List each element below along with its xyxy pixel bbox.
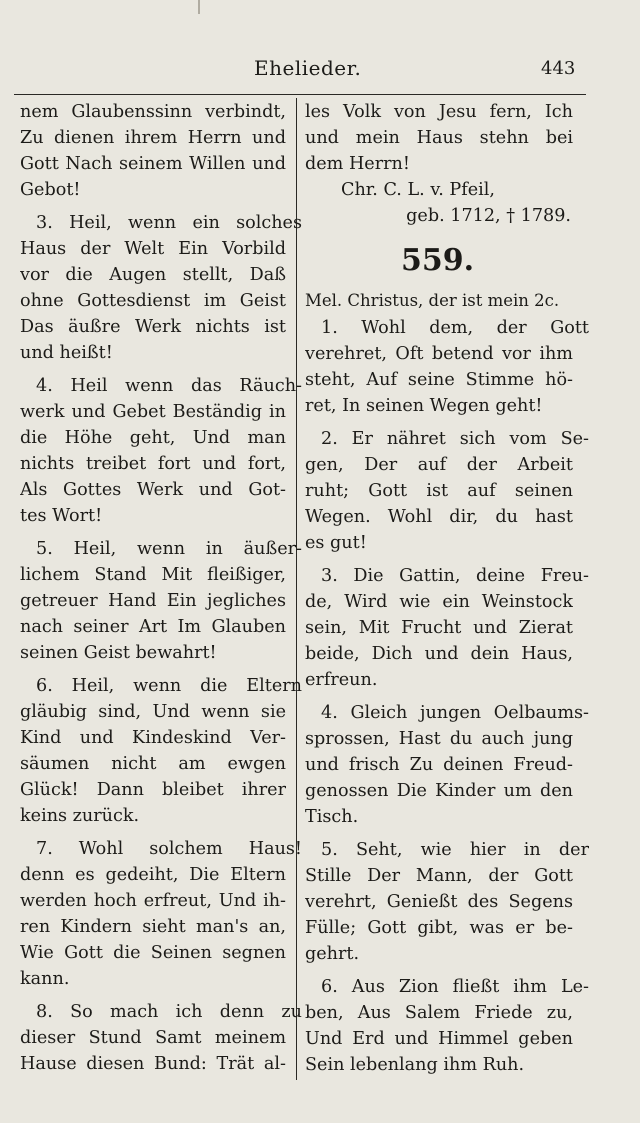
text-line: gehrt. [305,944,360,964]
page-number: 443 [541,58,576,79]
verse-gap [305,556,573,563]
text-line: denn es gedeiht, Die Eltern [20,865,286,885]
text-line: 4. Gleich jungen Oelbaums- [321,703,589,723]
text-line: keins zurück. [20,806,140,826]
text-line: Gebot! [20,180,81,200]
text-line: Fülle; Gott gibt, was er be- [305,918,573,938]
text-line: nem Glaubenssinn verbindt, [20,102,286,122]
text-line: 8. So mach ich denn zu [36,1002,302,1022]
text-line: 6. Aus Zion fließt ihm Le- [321,977,589,997]
author-name: Chr. C. L. v. Pfeil, [341,180,495,200]
text-line: Kind und Kindeskind Ver- [20,728,286,748]
verse-gap [305,967,573,974]
text-line: lichem Stand Mit fleißiger, [20,565,286,585]
text-line: sprossen, Hast du auch jung [305,729,573,749]
text-line: 5. Heil, wenn in äußer- [36,539,302,559]
text-line: getreuer Hand Ein jegliches [20,591,286,611]
text-line: Wegen. Wohl dir, du hast [305,507,573,527]
text-line: die Höhe geht, Und man [20,428,286,448]
verse-gap [20,992,286,999]
text-line: Und Erd und Himmel geben [305,1029,573,1049]
verse-gap [20,366,286,373]
text-line: ren Kindern sieht man's an, [20,917,286,937]
text-line: ruht; Gott ist auf seinen [305,481,573,501]
text-line: beide, Dich und dein Haus, [305,644,573,664]
text-line: 7. Wohl solchem Haus! [36,839,302,859]
text-line: erfreun. [305,670,378,690]
text-line: 3. Die Gattin, deine Freu- [321,566,589,586]
text-line: 6. Heil, wenn die Eltern [36,676,302,696]
author-dates: geb. 1712, † 1789. [406,206,571,226]
text-line: Sein lebenlang ihm Ruh. [305,1055,525,1075]
text-line: les Volk von Jesu fern, Ich [305,102,573,122]
verse-gap [20,829,286,836]
verse-gap [305,830,573,837]
text-line: und heißt! [20,343,113,363]
text-line: de, Wird wie ein Weinstock [305,592,573,612]
text-line: Haus der Welt Ein Vorbild [20,239,286,259]
verse-gap [20,529,286,536]
text-line: Glück! Dann bleibet ihrer [20,780,286,800]
left-column [20,99,302,1077]
verse-gap [20,203,286,210]
scan-mark [198,0,200,14]
text-line: werden hoch erfreut, Und ih- [20,891,286,911]
right-column [305,99,589,1078]
text-line: werk und Gebet Beständig in [20,402,286,422]
verse-gap [305,693,573,700]
text-line: steht, Auf seine Stimme hö- [305,370,573,390]
hymn-number: 559. [401,243,475,278]
melody-indication: Mel. Christus, der ist mein 2c. [305,291,560,310]
text-line: vor die Augen stellt, Daß [20,265,286,285]
text-line: nichts treibet fort und fort, [20,454,286,474]
text-line: verehret, Oft betend vor ihm [305,344,573,364]
text-line: und mein Haus stehn bei [305,128,573,148]
text-line: gläubig sind, Und wenn sie [20,702,286,722]
text-line: Gott Nach seinem Willen und [20,154,286,174]
verse-gap [305,419,573,426]
text-line: kann. [20,969,70,989]
text-line: 4. Heil wenn das Räuch- [36,376,302,396]
text-line: 2. Er nähret sich vom Se- [321,429,589,449]
page-header [0,56,640,86]
text-line: 5. Seht, wie hier in der [321,840,589,860]
text-line: Das äußre Werk nichts ist [20,317,286,337]
text-line: nach seiner Art Im Glauben [20,617,286,637]
hymn-559-verses [305,315,589,1078]
text-line: Als Gottes Werk und Got- [20,480,286,500]
text-line: gen, Der auf der Arbeit [305,455,573,475]
running-title: Ehelieder. [254,56,362,80]
text-line: Hause diesen Bund: Trät al- [20,1054,286,1074]
text-line: es gut! [305,533,367,553]
text-line: Zu dienen ihrem Herrn und [20,128,286,148]
text-line: ben, Aus Salem Friede zu, [305,1003,573,1023]
verse-gap [20,666,286,673]
column-divider [296,98,297,1080]
text-line: Tisch. [305,807,359,827]
text-line: dem Herrn! [305,154,410,174]
text-line: und frisch Zu deinen Freud- [305,755,573,775]
text-line: seinen Geist bewahrt! [20,643,217,663]
text-line: sein, Mit Frucht und Zierat [305,618,573,638]
text-line: Wie Gott die Seinen segnen [20,943,286,963]
text-line: tes Wort! [20,506,103,526]
text-line: dieser Stund Samt meinem [20,1028,286,1048]
text-line: ohne Gottesdienst im Geist [20,291,286,311]
text-line: säumen nicht am ewgen [20,754,286,774]
text-line: 3. Heil, wenn ein solches [36,213,302,233]
hymn-558-ending [305,99,573,177]
header-rule [14,94,586,95]
text-line: Stille Der Mann, der Gott [305,866,573,886]
text-line: ret, In seinen Wegen geht! [305,396,543,416]
text-line: genossen Die Kinder um den [305,781,573,801]
text-line: 1. Wohl dem, der Gott [321,318,589,338]
text-line: verehrt, Genießt des Segens [305,892,573,912]
